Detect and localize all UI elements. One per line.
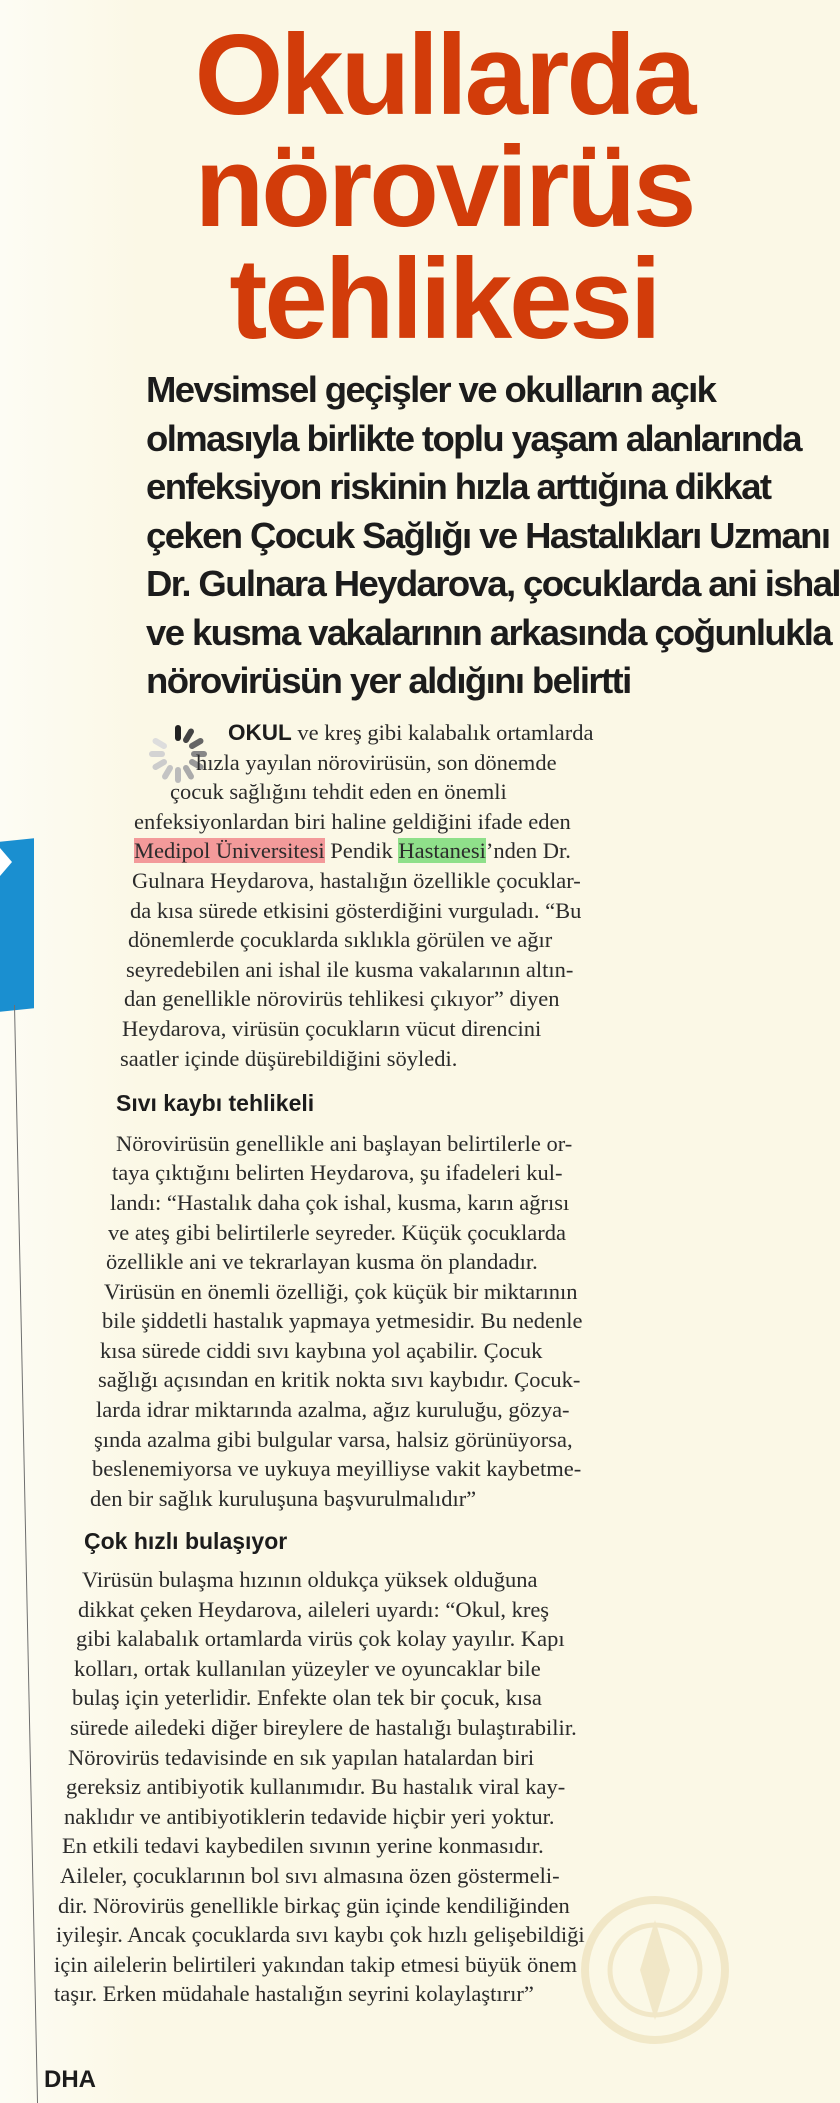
body-line: bile şiddetli hastalık yapmaya yetmesidir. Bu nedenle	[102, 1308, 583, 1334]
body-line: için ailelerin belirtileri yakından takip etmesi büyük önem	[54, 1951, 577, 1977]
headline-line: tehlikesi	[229, 236, 659, 363]
deck-line: ve kusma vakalarının arkasında çoğunlukla	[146, 611, 832, 653]
emblem-watermark-icon	[560, 1880, 710, 2080]
headline-line: Okullarda	[194, 12, 694, 139]
intro-line: Gulnara Heydarova, hastalığın özellikle çocuklar-	[132, 867, 581, 893]
deck-summary	[146, 366, 840, 706]
body-line: beslenemiyorsa ve uykuya meyilliyse vakit kaybetme-	[92, 1456, 582, 1482]
intro-line-rest: ve kreş gibi kalabalık ortamlarda	[291, 720, 594, 745]
body-line: ve ateş gibi belirtilerle seyreder. Küçük çocuklarda	[108, 1219, 566, 1245]
section-heading-fluid-loss: Sıvı kaybı tehlikeli	[116, 1090, 315, 1117]
body-line: kısa sürede ciddi sıvı kaybına yol açabilir. Çocuk	[100, 1337, 543, 1363]
highlight-hospital: Hastanesi	[398, 838, 486, 864]
news-agency-credit: DHA	[44, 2066, 96, 2093]
intro-text: ’nden Dr.	[485, 838, 571, 864]
lead-word: OKUL	[228, 720, 292, 745]
headline	[174, 12, 714, 363]
deck-line: nörovirüsün yer aldığını belirtti	[146, 660, 631, 701]
intro-line: saatler içinde düşürebildiğini söyledi.	[120, 1045, 458, 1071]
body-line: Nörovirüs tedavisinde en sık yapılan hatalardan biri	[68, 1744, 535, 1770]
intro-line: da kısa sürede etkisini gösterdiğini vurguladı. “Bu	[130, 897, 582, 923]
intro-line: hızla yayılan nörovirüsün, son dönemde	[196, 749, 557, 775]
deck-line: enfeksiyon riskinin hızla arttığına dikkat	[146, 466, 771, 507]
intro-text: Pendik	[324, 838, 399, 864]
body-line: gibi kalabalık ortamlarda virüs çok kolay yayılır. Kapı	[76, 1626, 565, 1652]
body-line: özellikle ani ve tekrarlayan kusma ön plandadır.	[106, 1249, 538, 1275]
body-line: den bir sağlık kuruluşuna başvurulmalıdır”	[90, 1485, 477, 1511]
body-line: larda idrar miktarında azalma, ağız kuruluğu, gözya-	[96, 1397, 570, 1423]
body-line: Aileler, çocuklarının bol sıvı almasına özen göstermeli-	[60, 1862, 560, 1888]
body-line: landı: “Hastalık daha çok ishal, kusma, karın ağrısı	[110, 1189, 570, 1215]
body-line: gereksiz antibiyotik kullanımıdır. Bu hastalık viral kay-	[66, 1774, 566, 1800]
body-line: sürede ailedeki diğer bireylere de hastalığı bulaştırabilir.	[70, 1715, 577, 1740]
section-heading-spreads-fast: Çok hızlı bulaşıyor	[84, 1528, 288, 1555]
article-body	[0, 718, 714, 2009]
body-line: şında azalma gibi bulgular varsa, halsiz görünüyorsa,	[94, 1426, 573, 1452]
body-line: sağlığı açısından en kritik nokta sıvı kaybıdır. Çocuk-	[98, 1367, 581, 1393]
body-line: naklıdır ve antibiyotiklerin tedavide hiçbir yeri yoktur.	[64, 1803, 555, 1829]
intro-line: enfeksiyonlardan biri haline geldiğini ifade eden	[134, 808, 571, 834]
body-line: iyileşir. Ancak çocuklarda sıvı kaybı çok hızlı gelişebildiği	[56, 1922, 585, 1948]
intro-line	[0, 718, 714, 748]
body-line: kolları, ortak kullanılan yüzeyler ve oyuncaklar bile	[74, 1655, 541, 1681]
highlight-university: Medipol Üniversitesi	[134, 838, 325, 864]
intro-line: çocuk sağlığını tehdit eden en önemli	[170, 779, 507, 805]
body-line: Nörovirüsün genellikle ani başlayan belirtilerle or-	[116, 1130, 573, 1156]
intro-line: Heydarova, virüsün çocukların vücut direncini	[122, 1015, 542, 1041]
body-line: taşır. Erken müdahale hastalığın seyrini kolaylaştırır”	[54, 1981, 534, 2007]
deck-line: olmasıyla birlikte toplu yaşam alanlarında	[146, 417, 801, 459]
body-line: taya çıktığını belirten Heydarova, şu ifadeleri kul-	[112, 1160, 563, 1186]
body-line: bulaş için yeterlidir. Enfekte olan tek bir çocuk, kısa	[72, 1685, 542, 1711]
body-line: Virüsün en önemli özelliği, çok küçük bir miktarının	[104, 1278, 578, 1304]
body-line: dikkat çeken Heydarova, aileleri uyardı: “Okul, kreş	[78, 1596, 550, 1622]
deck-line: Dr. Gulnara Heydarova, çocuklarda ani ishal	[146, 563, 840, 604]
deck-line: çeken Çocuk Sağlığı ve Hastalıkları Uzmanı	[146, 514, 830, 556]
body-line: Virüsün bulaşma hızının oldukça yüksek olduğuna	[82, 1567, 538, 1593]
intro-line: seyredebilen ani ishal ile kusma vakalarının altın-	[126, 956, 574, 982]
deck-line: Mevsimsel geçişler ve okulların açık	[146, 369, 716, 410]
intro-line-highlighted	[0, 836, 714, 866]
intro-line: dönemlerde çocuklarda sıklıkla görülen ve ağır	[128, 927, 553, 953]
headline-line: nörovirüs	[194, 124, 694, 251]
intro-line: dan genellikle nörovirüs tehlikesi çıkıyor” diyen	[124, 986, 560, 1012]
body-line: dir. Nörovirüs genellikle birkaç gün içinde kendiliğinden	[58, 1892, 570, 1918]
body-line: En etkili tedavi kaybedilen sıvının yerine konmasıdır.	[62, 1833, 544, 1859]
